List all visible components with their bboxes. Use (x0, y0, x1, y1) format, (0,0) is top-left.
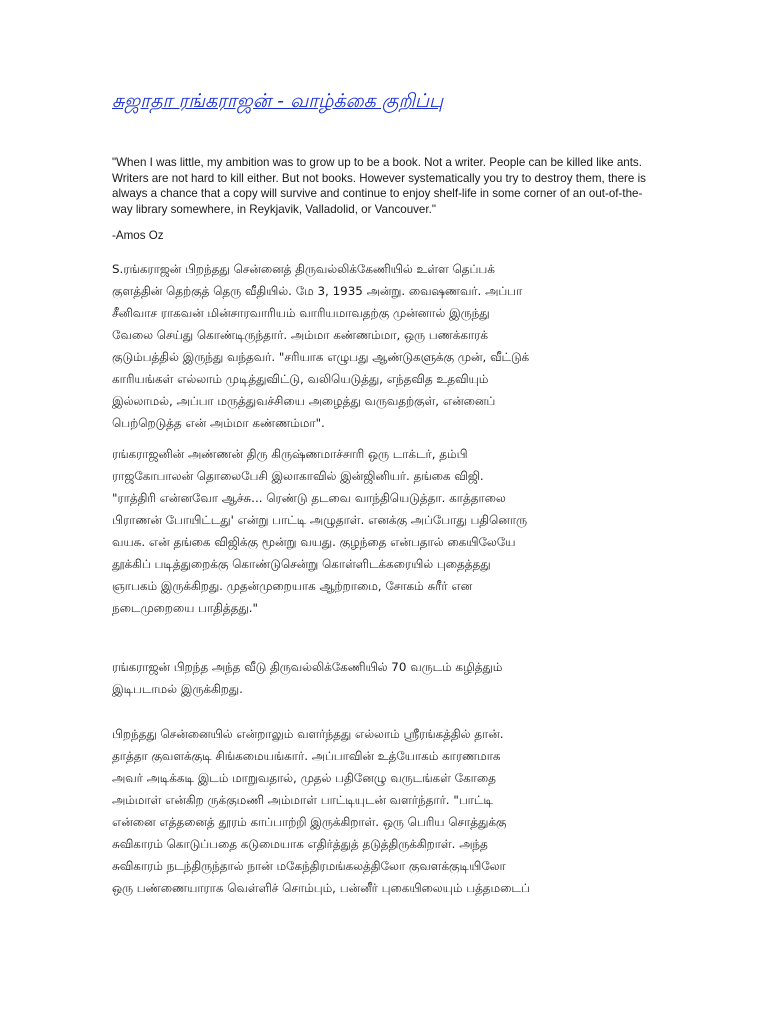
text-line: என்னை எத்தனைத் தூரம் காப்பாற்றி இருக்கிறாள். ஒரு பெரிய சொத்துக்கு (112, 815, 507, 829)
document-title: சுஜாதா ரங்கராஜன் - வாழ்க்கை குறிப்பு (112, 90, 444, 112)
text-line: ரங்கராஜனின் அண்ணன் திரு கிருஷ்ணமாச்சாரி ஒரு டாக்டர், தம்பி (112, 447, 468, 461)
text-line: அம்மாள் என்கிற ருக்குமணி அம்மாள் பாட்டியுடன் வளர்ந்தார். "பாட்டி (112, 793, 493, 807)
paragraph-family (112, 443, 657, 619)
text-line: தாத்தா குவளக்குடி சிங்கமையங்கார். அப்பாவின் உத்யோகம் காரணமாக (112, 749, 501, 763)
text-line: இடிபடாமல் இருக்கிறது. (112, 682, 243, 696)
text-line: வயசு. என் தங்கை விஜிக்கு மூன்று வயது. குழந்தை என்பதால் கையிலேயே (112, 535, 516, 549)
text-line: பிராணன் போயிட்டது' என்று பாட்டி அழுதாள். எனக்கு அப்போது பதினொரு (112, 513, 528, 527)
text-line: குளத்தின் தெற்குத் தெரு வீதியில். மே 3, 1935 அன்று. வைஷணவர். அப்பா (112, 284, 523, 298)
text-line: ரங்கராஜன் பிறந்த அந்த வீடு திருவல்லிக்கேணியில் 70 வருடம் கழித்தும் (112, 660, 503, 674)
text-line: குடும்பத்தில் இருந்து வந்தவர். "சரியாக எழுபது ஆண்டுகளுக்கு முன், வீட்டுக் (112, 350, 530, 364)
text-line: தூக்கிப் படித்துறைக்கு கொண்டுசென்று கொள்ளிடக்கரையில் புதைத்தது (112, 557, 491, 571)
epigraph-quote: "When I was little, my ambition was to grow up to be a book. Not a writer. People can be killed like ants. Writers are not hard to kill either. But not books. However systematically you try to destroy them, there is always a chance that a copy will survive and continue to enjoy shelf-life in some corner of an out-of-the-way library somewhere, in Reykjavik, Valladolid, or Vancouver." (112, 156, 646, 216)
epigraph-attribution: -Amos Oz (112, 229, 164, 242)
text-line: வேலை செய்து கொண்டிருந்தார். அம்மா கண்ணம்மா, ஒரு பணக்காரக் (112, 328, 488, 342)
text-line: ஞாபகம் இருக்கிறது. முதன்முறையாக ஆற்றாமை, சோகம் சுரீர் என (112, 579, 473, 593)
text-line: காரியங்கள் எல்லாம் முடித்துவிட்டு, வலியெடுத்து, எந்தவித உதவியும் (112, 372, 489, 386)
text-line: பிறந்தது சென்னையில் என்றாலும் வளர்ந்தது எல்லாம் ஸ்ரீரங்கத்தில் தான். (112, 727, 504, 741)
text-line: ராஜகோபாலன் தொலைபேசி இலாகாவில் இன்ஜினியர். தங்கை விஜி. (112, 469, 484, 483)
text-line: நடைமுறையை பாதித்தது." (112, 601, 258, 615)
text-line: S.ரங்கராஜன் பிறந்தது சென்னைத் திருவல்லிக்கேணியில் உள்ள தெப்பக் (112, 262, 495, 276)
text-line: சுவிகாரம் நடந்திருந்தால் நான் மகேந்திரமங்கலத்திலோ குவளக்குடியிலோ (112, 859, 506, 873)
paragraph-birth (112, 258, 657, 434)
paragraph-childhood (112, 723, 657, 899)
paragraph-house (112, 656, 657, 700)
text-line: சுவிகாரம் கொடுப்பதை கடுமையாக எதிர்த்துத் தடுத்திருக்கிறாள். அந்த (112, 837, 488, 851)
text-line: இல்லாமல், அப்பா மருத்துவச்சியை அழைத்து வருவதற்குள், என்னைப் (112, 394, 496, 408)
text-line: பெற்றெடுத்த என் அம்மா கண்ணம்மா". (112, 416, 325, 430)
text-line: "ராத்திரி என்னவோ ஆச்சு... ரெண்டு தடவை வாந்தியெடுத்தா. காத்தாலை (112, 491, 506, 505)
text-line: அவர் அடிக்கடி இடம் மாறுவதால், முதல் பதினேழு வருடங்கள் கோதை (112, 771, 496, 785)
text-line: ஒரு பண்ணையாராக வெள்ளிச் சொம்பும், பன்னீர் புகையிலையும் பத்தமடைப் (112, 881, 530, 895)
text-line: சீனிவாச ராகவன் மின்சாரவாரியம் வாரியமாவதற்கு முன்னால் இருந்து (112, 306, 490, 320)
